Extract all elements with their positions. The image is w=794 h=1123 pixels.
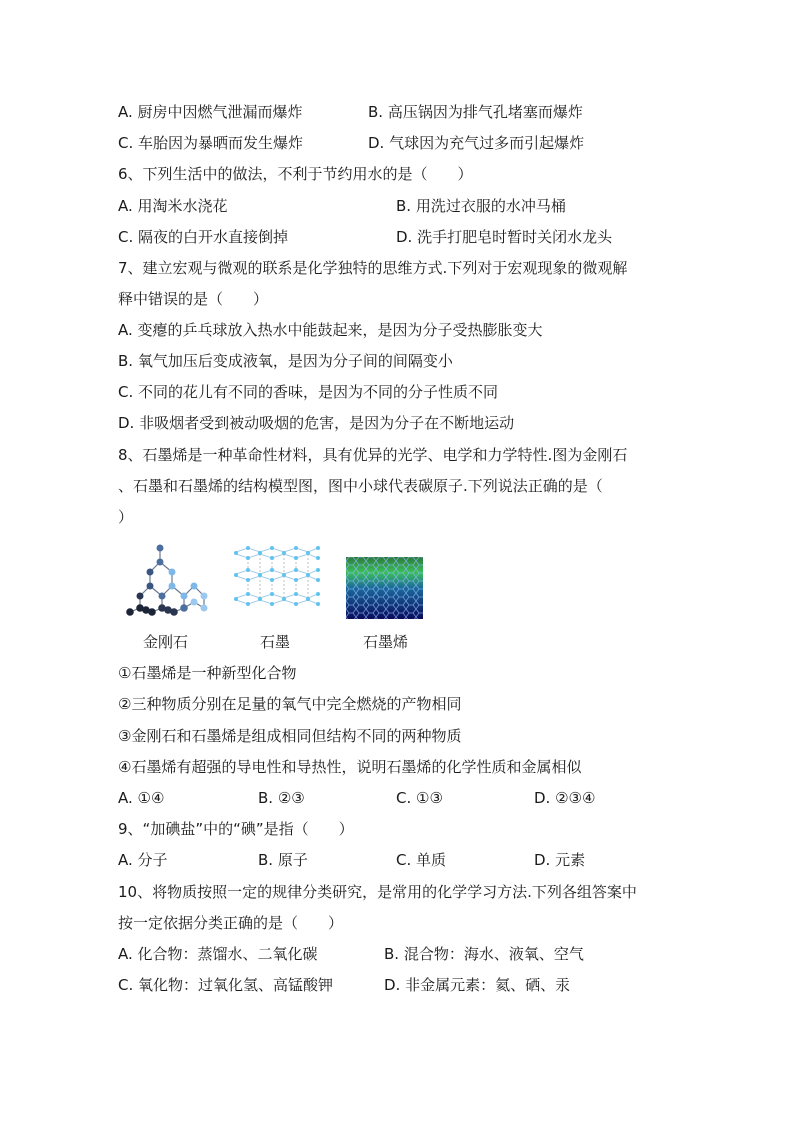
q5-option-c: C. 车胎因为暴晒而发生爆炸	[118, 134, 304, 152]
q9-option-a: A. 分子	[118, 851, 168, 869]
q8-statement-2: ②三种物质分别在足量的氧气中完全燃烧的产物相同	[118, 695, 462, 713]
q8-option-b: B. ②③	[258, 789, 305, 807]
figure-label-graphene: 石墨烯	[363, 633, 409, 651]
figure-label-graphite: 石墨	[260, 633, 291, 651]
q5-option-a: A. 厨房中因燃气泄漏而爆炸	[118, 103, 303, 121]
q9-option-d: D. 元素	[534, 851, 586, 869]
q8-stem-line3: ）	[118, 508, 134, 526]
graphite-structure-figure	[232, 544, 322, 616]
q8-statement-3: ③金刚石和石墨烯是组成相同但结构不同的两种物质	[118, 727, 462, 745]
q7-option-c: C. 不同的花儿有不同的香味，是因为不同的分子性质不同	[118, 383, 499, 401]
q8-stem-line2: 、石墨和石墨烯的结构模型图，图中小球代表碳原子.下列说法正确的是（	[118, 477, 603, 495]
q6-stem: 6、下列生活中的做法，不利于节约用水的是（ ）	[118, 165, 473, 183]
q8-statement-4: ④石墨烯有超强的导电性和导热性，说明石墨烯的化学性质和金属相似	[118, 758, 582, 776]
q8-statement-1: ①石墨烯是一种新型化合物	[118, 664, 297, 682]
q8-option-c: C. ①③	[396, 789, 443, 807]
q7-option-d: D. 非吸烟者受到被动吸烟的危害，是因为分子在不断地运动	[118, 414, 515, 432]
q10-option-b: B. 混合物：海水、液氧、空气	[384, 945, 584, 963]
q7-stem-line2: 释中错误的是（ ）	[118, 290, 269, 308]
q6-option-c: C. 隔夜的白开水直接倒掉	[118, 228, 289, 246]
q8-option-a: A. ①④	[118, 789, 165, 807]
q10-option-a: A. 化合物：蒸馏水、二氧化碳	[118, 945, 318, 963]
q7-option-b: B. 氧气加压后变成液氧，是因为分子间的间隔变小	[118, 352, 453, 370]
graphene-structure-figure	[346, 557, 423, 619]
q10-option-c: C. 氧化物：过氧化氢、高锰酸钾	[118, 976, 334, 994]
q10-stem-line2: 按一定依据分类正确的是（ ）	[118, 914, 344, 932]
diamond-structure-figure	[120, 540, 212, 618]
q6-option-d: D. 洗手打肥皂时暂时关闭水龙头	[396, 228, 613, 246]
q5-option-b: B. 高压锅因为排气孔堵塞而爆炸	[368, 103, 583, 121]
q7-stem-line1: 7、建立宏观与微观的联系是化学独特的思维方式.下列对于宏观现象的微观解	[118, 259, 628, 277]
q8-option-d: D. ②③④	[534, 789, 596, 807]
q9-option-b: B. 原子	[258, 851, 308, 869]
q7-option-a: A. 变瘪的乒乓球放入热水中能鼓起来，是因为分子受热膨胀变大	[118, 321, 543, 339]
q9-option-c: C. 单质	[396, 851, 447, 869]
q10-option-d: D. 非金属元素：氦、硒、汞	[384, 976, 571, 994]
q6-option-b: B. 用洗过衣服的水冲马桶	[396, 197, 566, 215]
q5-option-d: D. 气球因为充气过多而引起爆炸	[368, 134, 585, 152]
figure-label-diamond: 金刚石	[143, 633, 189, 651]
q10-stem-line1: 10、将物质按照一定的规律分类研究，是常用的化学学习方法.下列各组答案中	[118, 883, 637, 901]
q6-option-a: A. 用淘米水浇花	[118, 197, 228, 215]
q8-stem-line1: 8、石墨烯是一种革命性材料，具有优异的光学、电学和力学特性.图为金刚石	[118, 446, 628, 464]
q9-stem: 9、“加碘盐”中的“碘”是指（ ）	[118, 820, 354, 838]
